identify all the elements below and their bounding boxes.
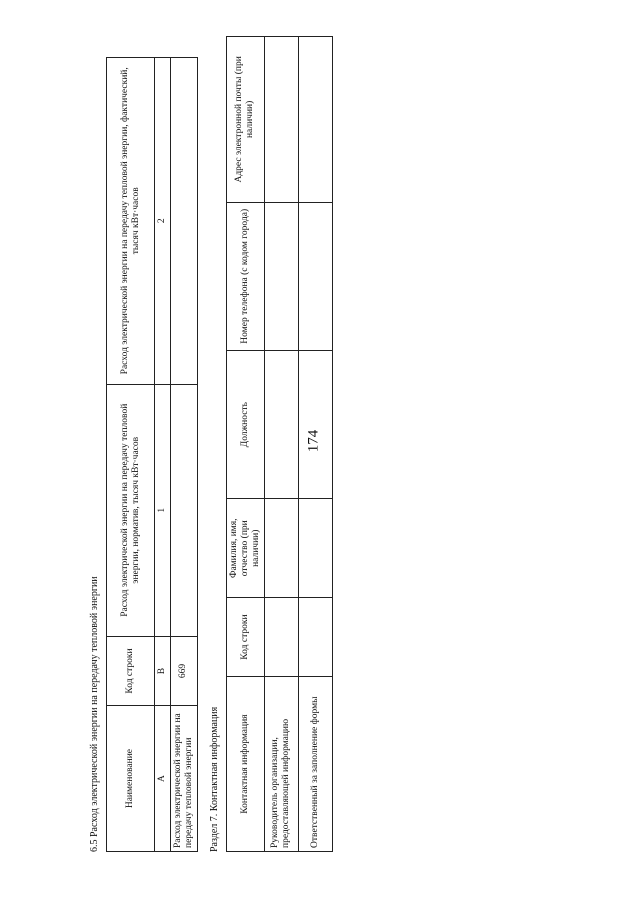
header-position: Должность [227,350,265,499]
column-label: 2 [155,58,171,385]
column-label: 1 [155,384,171,636]
row-actual-cell[interactable] [170,58,197,385]
column-label: В [155,636,171,705]
table-header-row [227,37,265,852]
cell-phone[interactable] [264,202,298,350]
cell-position[interactable] [264,350,298,499]
column-label: А [155,706,171,852]
header-line-code: Код строки [227,597,265,676]
cell-position[interactable] [298,350,332,499]
header-actual: Расход электрической энергии на передачу тепловой энергии, фактический, тысяч кВт·часов [107,58,155,385]
table-row [170,58,197,852]
row-label-responsible: Ответственный за заполнение формы [298,677,332,852]
table-header-row [107,58,155,852]
header-line-code: Код строки [107,636,155,705]
cell-line-code[interactable] [264,597,298,676]
table-row [264,37,298,852]
cell-phone[interactable] [298,202,332,350]
section-7-caption: Раздел 7. Контактная информация [209,706,220,852]
section-6-5-caption: 6.5 Расход электрической энергии на передачу тепловой энергии [89,576,100,852]
cell-full-name[interactable] [298,499,332,598]
table-row [298,37,332,852]
contact-information-table [226,36,333,852]
electricity-consumption-table [106,57,198,852]
cell-email[interactable] [264,37,298,203]
cell-line-code[interactable] [298,597,332,676]
section-6-5 [88,52,198,852]
section-7 [208,32,333,852]
cell-full-name[interactable] [264,499,298,598]
header-email: Адрес электронной почты (при наличии) [227,37,265,203]
header-phone: Номер телефона (с кодом города) [227,202,265,350]
header-norm: Расход электрической энергии на передачу тепловой энергии, норматив, тысяч кВт·часов [107,384,155,636]
page-number: 174 [305,429,322,453]
column-label-row [155,58,171,852]
row-norm-cell[interactable] [170,384,197,636]
cell-email[interactable] [298,37,332,203]
header-name: Наименование [107,706,155,852]
header-full-name: Фамилия, имя, отчество (при наличии) [227,499,265,598]
row-name: Расход электрической энергии на передачу тепловой энергии [170,706,197,852]
header-contact-info: Контактная информация [227,677,265,852]
row-label-head: Руководитель организации, предоставляющей информацию [264,677,298,852]
row-code: 669 [170,636,197,705]
